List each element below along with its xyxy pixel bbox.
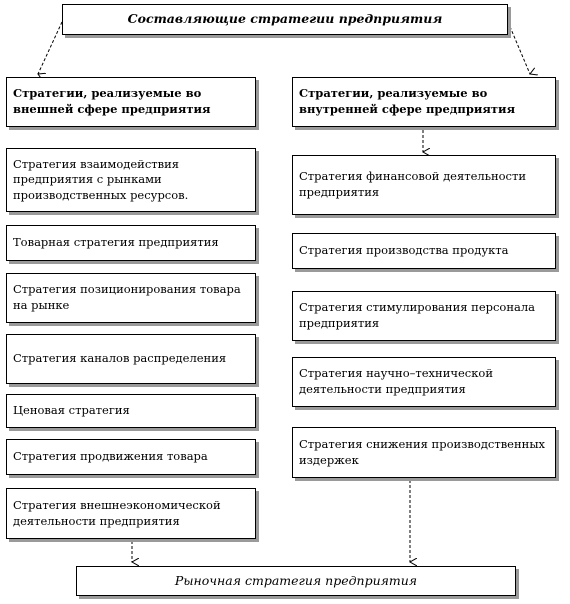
right-header-text: Стратегии, реализуемые во внутренней сфере предприятия (299, 86, 516, 116)
left-item-2-text: Товарная стратегия предприятия (13, 235, 219, 250)
right-item-2-text: Стратегия производства продукта (299, 243, 509, 258)
right-item-3-text: Стратегия стимулирования персонала предприятия (299, 300, 536, 330)
left-item-5-text: Ценовая стратегия (13, 403, 130, 418)
left-header-box (6, 77, 256, 127)
left-item-7-text: Стратегия внешнеэкономической деятельности предприятия (13, 497, 221, 528)
left-item-2 (6, 225, 256, 261)
left-item-6-text: Стратегия продвижения товара (13, 449, 208, 464)
left-item-4 (6, 334, 256, 384)
title-text: Составляющие стратегии предприятия (127, 11, 443, 27)
left-item-4-text: Стратегия каналов распределения (13, 351, 227, 366)
left-item-7 (6, 488, 256, 539)
arrow-title-to-right (508, 22, 530, 74)
bottom-text: Рыночная стратегия предприятия (174, 572, 418, 588)
right-item-5 (292, 427, 556, 478)
right-item-1-text: Стратегия финансовой деятельности предприятия (299, 169, 527, 199)
right-item-4-text: Стратегия научно–технической деятельности предприятия (299, 366, 493, 396)
bottom-box (76, 566, 516, 596)
right-header-box (292, 77, 556, 127)
right-item-1 (292, 155, 556, 215)
right-item-4 (292, 357, 556, 407)
title-box (62, 4, 508, 35)
right-item-3 (292, 291, 556, 341)
left-item-1 (6, 148, 256, 212)
left-item-5 (6, 394, 256, 428)
arrow-title-to-left (38, 22, 62, 74)
left-item-6 (6, 439, 256, 475)
left-item-1-text: Стратегия взаимодействия предприятия с рынками производственных ресурсов. (13, 156, 189, 202)
left-item-3 (6, 273, 256, 323)
right-item-5-text: Стратегия снижения производственных издержек (299, 436, 545, 467)
left-item-3-text: Стратегия позиционирования товара на рынке (13, 282, 241, 312)
right-item-2 (292, 233, 556, 269)
left-header-text: Стратегии, реализуемые во внешней сфере предприятия (13, 86, 211, 116)
